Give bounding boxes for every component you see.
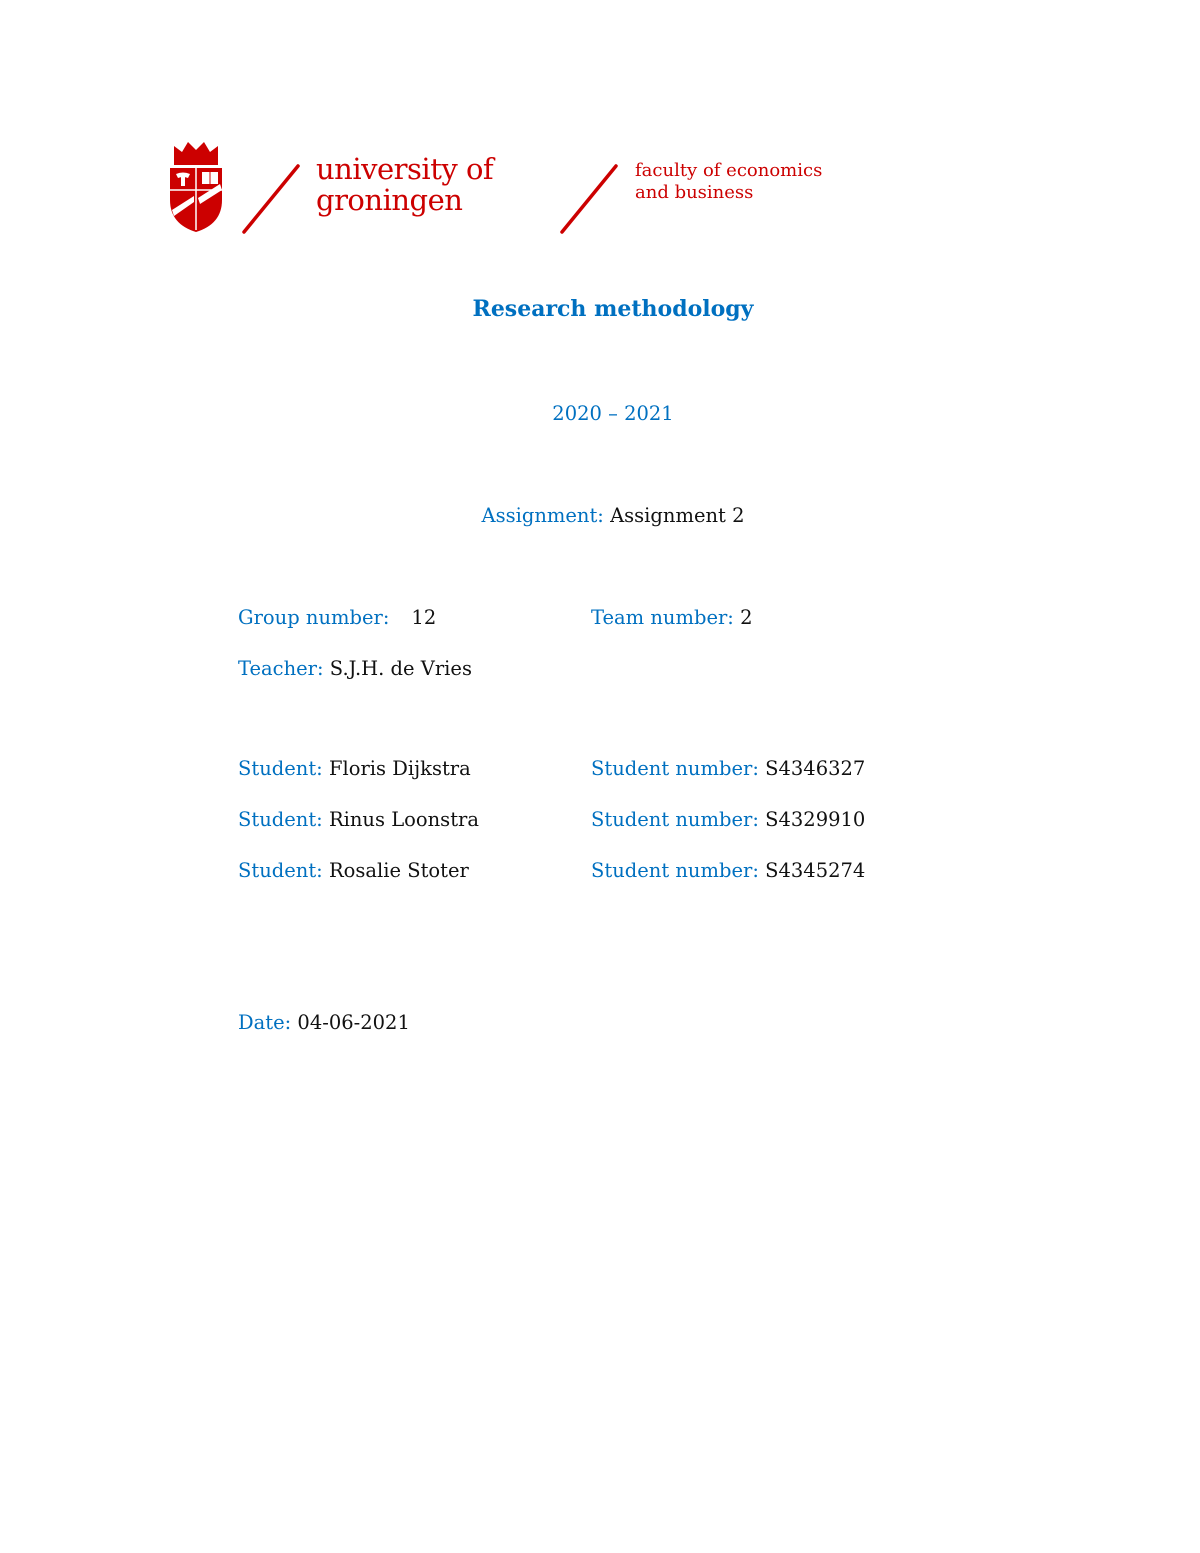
student-label: Student: [238, 757, 323, 780]
university-name: university of groningen [316, 152, 494, 217]
date-label: Date: [238, 1011, 292, 1034]
student-line [238, 859, 469, 882]
student-line [238, 808, 479, 831]
academic-year: 2020 – 2021 [552, 402, 674, 425]
student-label: Student: [238, 808, 323, 831]
teacher-value: S.J.H. de Vries [329, 657, 472, 680]
group-number-label: Group number: [238, 606, 390, 629]
student-number-line [591, 859, 865, 882]
date-value: 04-06-2021 [297, 1011, 410, 1034]
faculty-name: faculty of economics and business [635, 160, 823, 203]
student-name: Floris Dijkstra [328, 757, 471, 780]
logo-slash-icon [240, 162, 304, 236]
document-title: Research methodology [472, 296, 754, 322]
assignment-value: Assignment 2 [610, 504, 745, 527]
student-number-value: S4329910 [765, 808, 866, 831]
assignment-label: Assignment: [481, 504, 604, 527]
team-number-label: Team number: [591, 606, 734, 629]
logo-slash-icon [558, 162, 622, 236]
student-line [238, 757, 471, 780]
student-number-line [591, 757, 865, 780]
student-number-value: S4346327 [765, 757, 866, 780]
student-number-value: S4345274 [765, 859, 866, 882]
student-number-label: Student number: [591, 757, 759, 780]
student-name: Rinus Loonstra [328, 808, 479, 831]
student-name: Rosalie Stoter [328, 859, 469, 882]
student-number-label: Student number: [591, 859, 759, 882]
date-line [238, 1011, 410, 1034]
student-number-label: Student number: [591, 808, 759, 831]
student-label: Student: [238, 859, 323, 882]
group-number-line [238, 606, 436, 629]
group-number-value: 12 [411, 606, 437, 629]
teacher-label: Teacher: [238, 657, 324, 680]
team-number-line [591, 606, 753, 629]
teacher-line [238, 657, 472, 680]
assignment-line [0, 504, 1200, 527]
team-number-value: 2 [740, 606, 753, 629]
university-logo [160, 138, 850, 238]
university-crest-icon [164, 138, 228, 234]
student-number-line [591, 808, 865, 831]
